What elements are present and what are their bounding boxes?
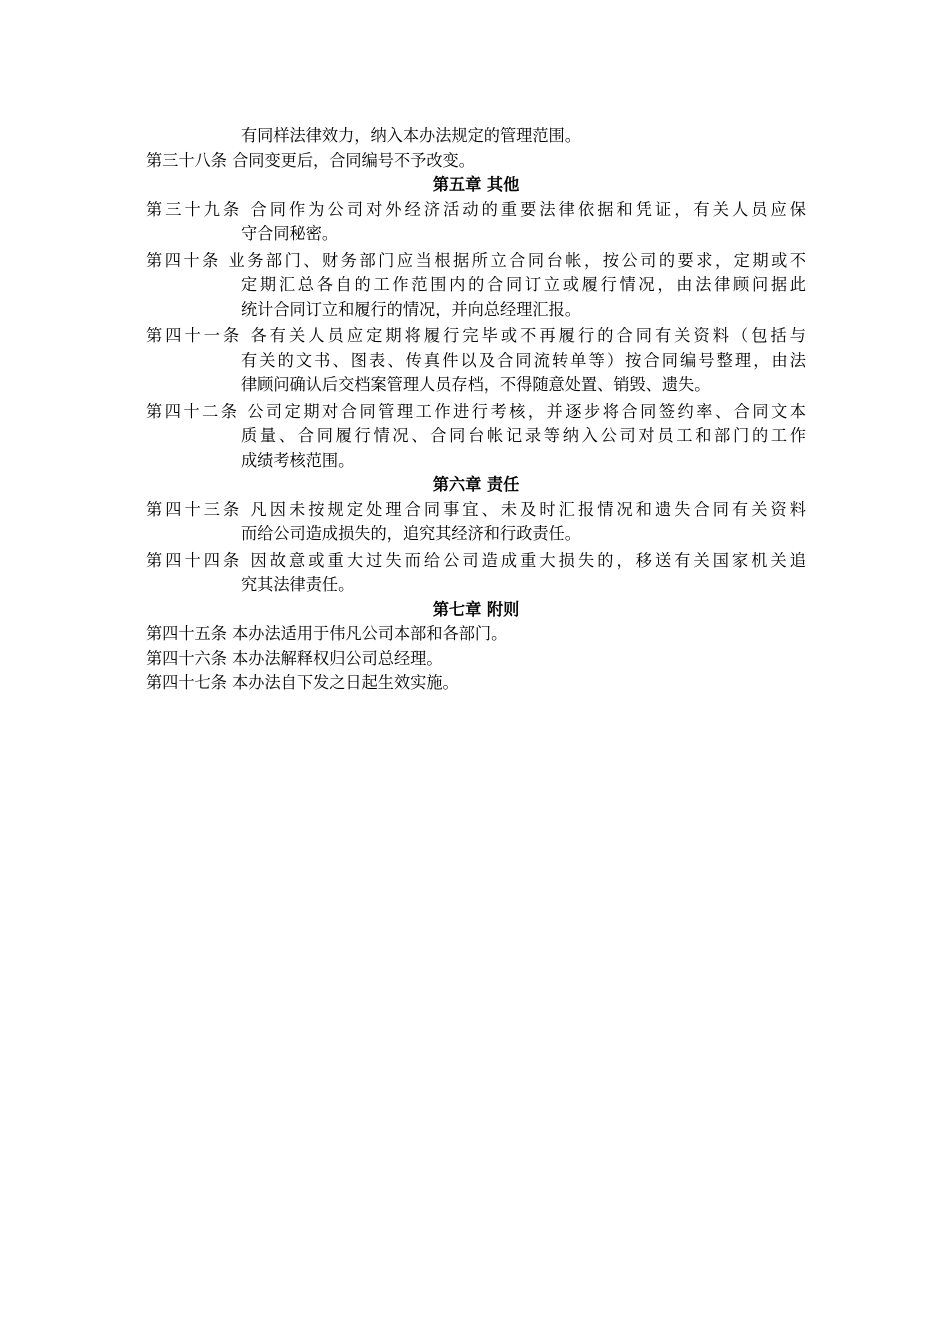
article-line: 有关的文书、图表、传真件以及合同流转单等）按合同编号整理，由法 — [241, 350, 806, 370]
article-43 — [146, 498, 806, 547]
article-line: 质量、合同履行情况、合同台帐记录等纳入公司对员工和部门的工作 — [241, 426, 806, 445]
article-47 — [146, 671, 806, 696]
article-line: 第四十二条 公司定期对合同管理工作进行考核，并逐步将合同签约率、合同文本 — [146, 401, 806, 421]
article-41 — [146, 324, 806, 398]
article-line: 第四十三条 凡因未按规定处理合同事宜、未及时汇报情况和遗失合同有关资料 — [146, 499, 806, 519]
article-line: 第四十六条 本办法解释权归公司总经理。 — [146, 648, 443, 668]
article-44 — [146, 549, 806, 598]
document-body — [146, 124, 806, 696]
article-line: 统计合同订立和履行的情况，并向总经理汇报。 — [241, 299, 581, 319]
article-40 — [146, 249, 806, 323]
article-line: 第四十四条 因故意或重大过失而给公司造成重大损失的，移送有关国家机关追 — [146, 550, 806, 570]
article-line: 第四十五条 本办法适用于伟凡公司本部和各部门。 — [146, 624, 508, 643]
article-line: 守合同秘密。 — [241, 224, 339, 243]
chapter-heading-6: 第六章 责任 — [432, 475, 520, 494]
article-46 — [146, 647, 806, 672]
continuation-line: 有同样法律效力，纳入本办法规定的管理范围。 — [241, 126, 581, 145]
article-39 — [146, 198, 806, 247]
article-line: 成绩考核范围。 — [241, 450, 355, 470]
article-line: 第四十七条 本办法自下发之日起生效实施。 — [146, 673, 459, 692]
article-38 — [146, 149, 806, 174]
article-42 — [146, 400, 806, 474]
article-line: 第三十八条 合同变更后，合同编号不予改变。 — [146, 150, 475, 170]
article-line: 律顾问确认后交档案管理人员存档，不得随意处置、销毁、遗失。 — [241, 375, 711, 394]
chapter-heading-5: 第五章 其他 — [432, 175, 520, 194]
article-line: 定期汇总各自的工作范围内的合同订立或履行情况，由法律顾问据此 — [241, 275, 806, 294]
article-line: 第四十一条 各有关人员应定期将履行完毕或不再履行的合同有关资料（包括与 — [146, 326, 806, 345]
article-45 — [146, 622, 806, 647]
chapter-heading-7: 第七章 附则 — [432, 599, 520, 619]
article-line: 究其法律责任。 — [241, 575, 355, 594]
article-line: 第三十九条 合同作为公司对外经济活动的重要法律依据和凭证，有关人员应保 — [146, 199, 806, 219]
article-line: 而给公司造成损失的，追究其经济和行政责任。 — [241, 524, 581, 543]
article-line: 第四十条 业务部门、财务部门应当根据所立合同台帐，按公司的要求，定期或不 — [146, 250, 806, 270]
